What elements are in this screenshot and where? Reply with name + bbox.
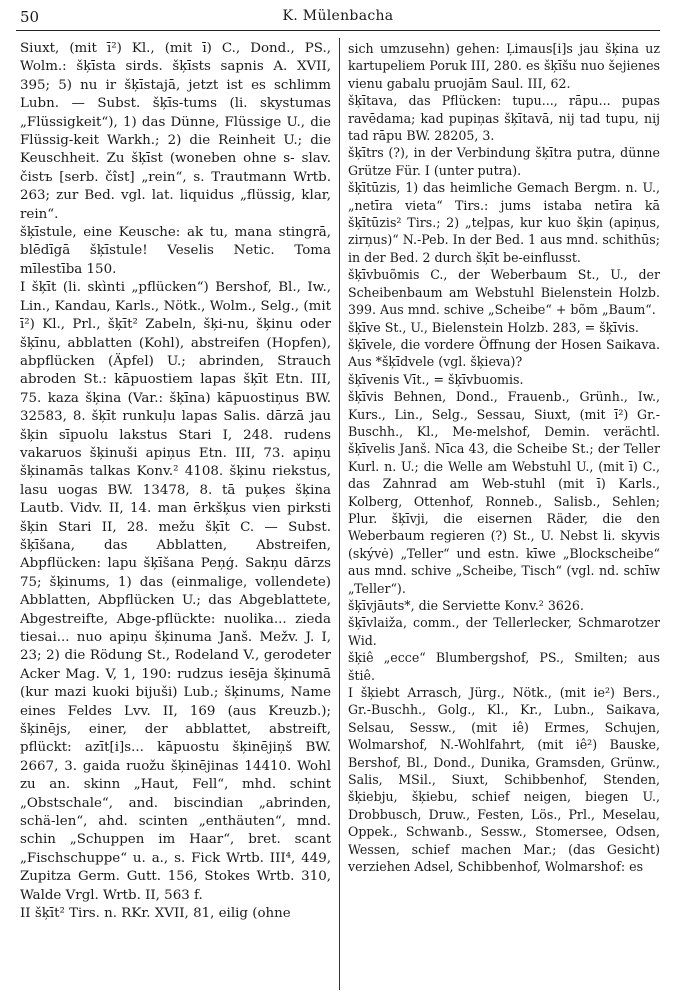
right-paragraph-1: sich umzusehn) gehen: Ļimaus[i]s jau šķina uz kartupeliem Poruk III, 280. es šķīšu nuo šejienes vienu gabalu pruojām Saul. III, 62. <box>348 41 660 91</box>
right-column <box>348 40 660 990</box>
entry-skivlaiza: šķīvlaiža, comm., der Tellerlecker, Schmarotzer Wid. <box>348 615 660 648</box>
entry-skivbuomis: šķīvbuõmis C., der Weberbaum St., U., der Scheibenbaum am Webstuhl Bielenstein Holzb. 399. Aus mnd. schive „Scheibe“ + bõm „Baum“. <box>348 267 660 318</box>
entry-skie: šķiê „ecce“ Blumbergshof, PS., Smilten; aus štiê. <box>348 650 660 683</box>
entry-skivjauts: šķīvjāuts*, die Serviette Konv.² 3626. <box>348 598 584 613</box>
entry-skitrs: šķītrs (?), in der Verbindung šķītra putra, dünne Grütze Für. I (unter putra). <box>348 145 660 178</box>
header-rule <box>16 30 660 31</box>
entry-skit-1: I šķīt (li. skìnti „pflücken“) Bershof, Bl., Iw., Lin., Kandau, Karls., Nötk., Wolm., Selg., (mit ī²) Kl., Prl., šķīt² Zabeln, šķi-nu, šķinu oder šķīnu, abblatten (Kohl), abstreifen (Hopfen), abpflücken (Äpfel) U.; abrinden, Strauch abroden St.: kāpuostiem lapas šķīt Etn. III, 75. kaza šķina (Var.: šķīna) kāpuostiņus BW. 32583, 8. šķīt runkuļu lapas Salis. dārzā jau šķin sīpuolu lakstus Stari I, 248. rudens vakaruos šķinuši apiņus Etn. III, 73. apiņu šķinamās talkas Konv.² 4108. šķinu riekstus, lasu uogas BW. 13478, 8. tā puķes šķina Lautb. Vidv. II, 14. man ērkšķus vien pirksti šķin Stari II, 28. mežu šķīt C. — Subst. šķīšana, das Abblatten, Abstreifen, Abpflücken: lapu šķīšana Peņģ. Sakņu dārzs 75; šķinums, 1) das (einmalige, vollendete) Abblatten, Abpflücken U.; das Abgeblattete, Abgestreifte, Abge-pflückte: nuolika... zieda tiesai... nuo apiņu šķinuma Janš. Mežv. J. I, 23; 2) die Rödung St., Rodeland V., gerodeter Acker Mag. V, 1, 190: rudzus iesēja šķinumā (kur mazi kuoki bijuši) Lub.; šķinums, Name eines Feldes Lvv. II, 169 (aus Kreuzb.); šķinējs, einer, der abblattet, abstreift, pflückt: azīt[i]s... kāpuostu šķinējiņš BW. 2667, 3. gaida ruožu šķinējinas 14410. Wohl zu an. skinn „Haut, Fell“, mhd. schint „Obstschale“, and. biscindian „abrinden, schä-len“, ahd. scinten „enthäuten“, mnd. schin „Schuppen im Haar“, bret. scant „Fischschuppe“ u. a., s. Fick Wrtb. III⁴, 449, Zupitza Germ. Gutt. 156, Stokes Wrtb. 310, Walde Vrgl. Wrtb. II, 563 f. <box>20 280 331 903</box>
entry-skit-2: II šķīt² Tirs. n. RKr. XVII, 81, eilig (ohne <box>20 906 291 922</box>
entry-skivele: šķīvele, die vordere Öffnung der Hosen Saikava. Aus *šķīdvele (vgl. šķieva)? <box>348 336 660 370</box>
page-header <box>16 6 660 30</box>
running-head: K. Mülenbacha <box>282 8 394 24</box>
entry-skivenis: šķīvenis Vīt., = šķīvbuomis. <box>348 371 524 387</box>
entry-skivis: šķīvis Behnen, Dond., Frauenb., Grünh., Iw., Kurs., Lin., Selg., Sessau, Siuxt, (mit ī²) Gr.-Buschh., Kl., Me-melshof, Demin. verächtl. šķīvelis Janš. Nīca 43, die Scheibe St.; der Teller Kurl. n. U.; die Welle am Webstuhl U., (mit ī) C., das Zahnrad am Web-stuhl (mit ī) Karls., Kolberg, Ottenhof, Ronneb., Salisb., Sehlen; Plur. šķīvji, die eisernen Räder, die den Weberbaum regieren (?) St., U. Nebst li. skyvis (skývė) „Teller“ und estn. kīwe „Blockscheibe“ aus mnd. schive „Scheibe, Tisch“ (vgl. nd. schīw „Teller“). <box>348 389 660 596</box>
entry-skitava: šķītava, das Pflücken: tupu..., rāpu... pupas ravēdama; kad pupiņas šķītavā, nij tad tupu, nij tad rāpu BW. 28205, 3. <box>348 93 660 144</box>
page-number: 50 <box>20 8 40 26</box>
entry-skituzis: šķītūzis, 1) das heimliche Gemach Bergm. n. U., „netīra vieta“ Tirs.: jums istaba netīra kā šķītūzis² Tirs.; 2) „teļpas, kur kuo šķin (apiņus, zirņus)“ N.-Peb. In der Bed. 1 aus mnd. schithūs; in der Bed. 2 durch šķīt be-einflusst. <box>348 180 660 265</box>
entry-skive: šķīve St., U., Bielenstein Holzb. 283, = šķīvis. <box>348 319 639 335</box>
entry-skiebt: I šķiebt Arrasch, Jürg., Nötk., (mit ie²) Bers., Gr.-Buschh., Golg., Kl., Kr., Lubn., Saikava, Selsau, Sessw., (mit iê) Ermes, Schujen, Wolmarshof, N.-Wohlfahrt, (mit iê²) Bauske, Bershof, Bl., Dond., Dunika, Gramsden, Grünw., Salis, MSil., Siuxt, Schibbenhof, Stenden, šķiebju, šķiebu, schief neigen, biegen U., Drobbusch, Druw., Festen, Lös., Prl., Meselau, Oppek., Schwanb., Sessw., Stomersee, Odsen, Wessen, schief machen Mar.; (das Gesicht) verziehen Adsel, Schibbenhof, Wolmarshof: es <box>348 685 660 875</box>
left-column <box>20 40 331 990</box>
entry-skistule: šķīstule, eine Keusche: ak tu, mana stingrā, blēdīgā šķīstule! Veselis Netic. Toma mīlestība 150. <box>20 225 331 277</box>
left-paragraph-1: Siuxt, (mit ī²) Kl., (mit ī) C., Dond., PS., Wolm.: šķīsta sirds. šķīsts sapnis A. XVII, 395; 5) nu ir šķīstajā, jetzt ist es schlimm Lubn. — Subst. šķīs-tums (li. skystumas „Flüssigkeit“), 1) das Dünne, Flüssige U., die Flüssig-keit Warkh.; 2) die Reinheit U.; die Keuschheit. Zu šķīst (woneben ohne s- slav. čistъ [serb. čîst] „rein“, s. Trautmann Wrtb. 263; zur Bed. vgl. lat. liquidus „flüssig, klar, rein“. <box>20 41 331 222</box>
column-divider <box>339 38 340 990</box>
